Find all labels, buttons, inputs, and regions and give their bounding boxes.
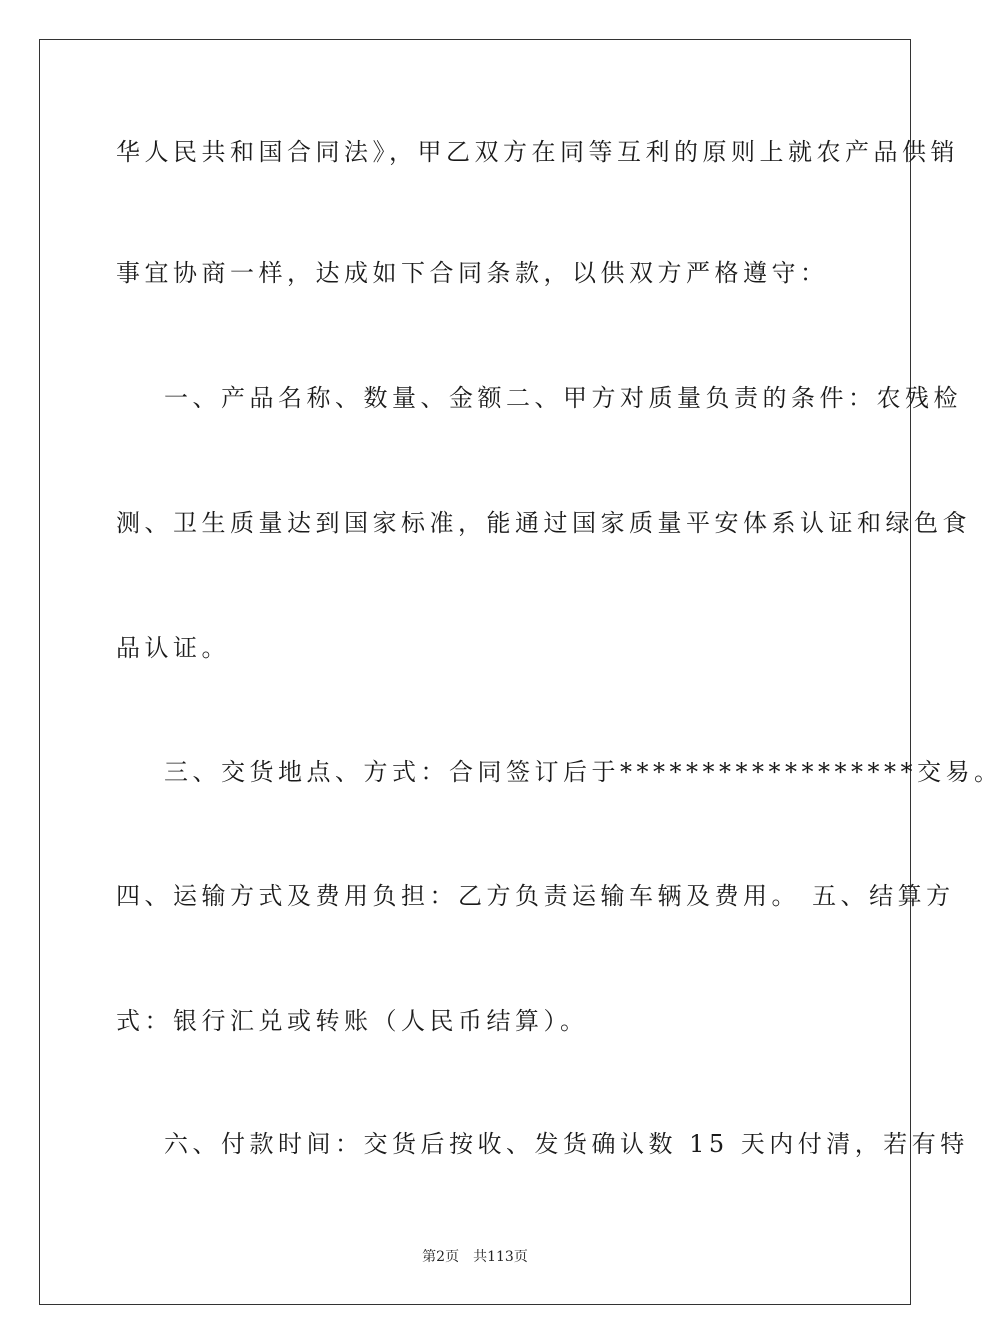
page-total: 共113页 [473, 1249, 528, 1265]
page-number: 第2页 [422, 1249, 460, 1265]
body-line-8: 式：银行汇兑或转账（人民币结算）。 [116, 1007, 589, 1035]
body-line-3: 一、产品名称、数量、金额二、甲方对质量负责的条件：农残检 [164, 384, 962, 412]
body-line-5: 品认证。 [116, 634, 230, 662]
body-line-7: 四、运输方式及费用负担：乙方负责运输车辆及费用。 五、结算方 [116, 882, 955, 910]
page-footer [0, 1248, 950, 1266]
body-line-9: 六、付款时间：交货后按收、发货确认数 15 天内付清，若有特 [164, 1130, 969, 1158]
body-line-4: 测、卫生质量达到国家标准，能通过国家质量平安体系认证和绿色食 [116, 509, 971, 537]
body-line-6: 三、交货地点、方式：合同签订后于******************交易。 [164, 758, 1003, 786]
body-line-1: 华人民共和国合同法》，甲乙双方在同等互利的原则上就农产品供销 [116, 138, 959, 166]
body-line-2: 事宜协商一样，达成如下合同条款，以供双方严格遵守： [116, 259, 829, 287]
page-border [39, 39, 1003, 1305]
